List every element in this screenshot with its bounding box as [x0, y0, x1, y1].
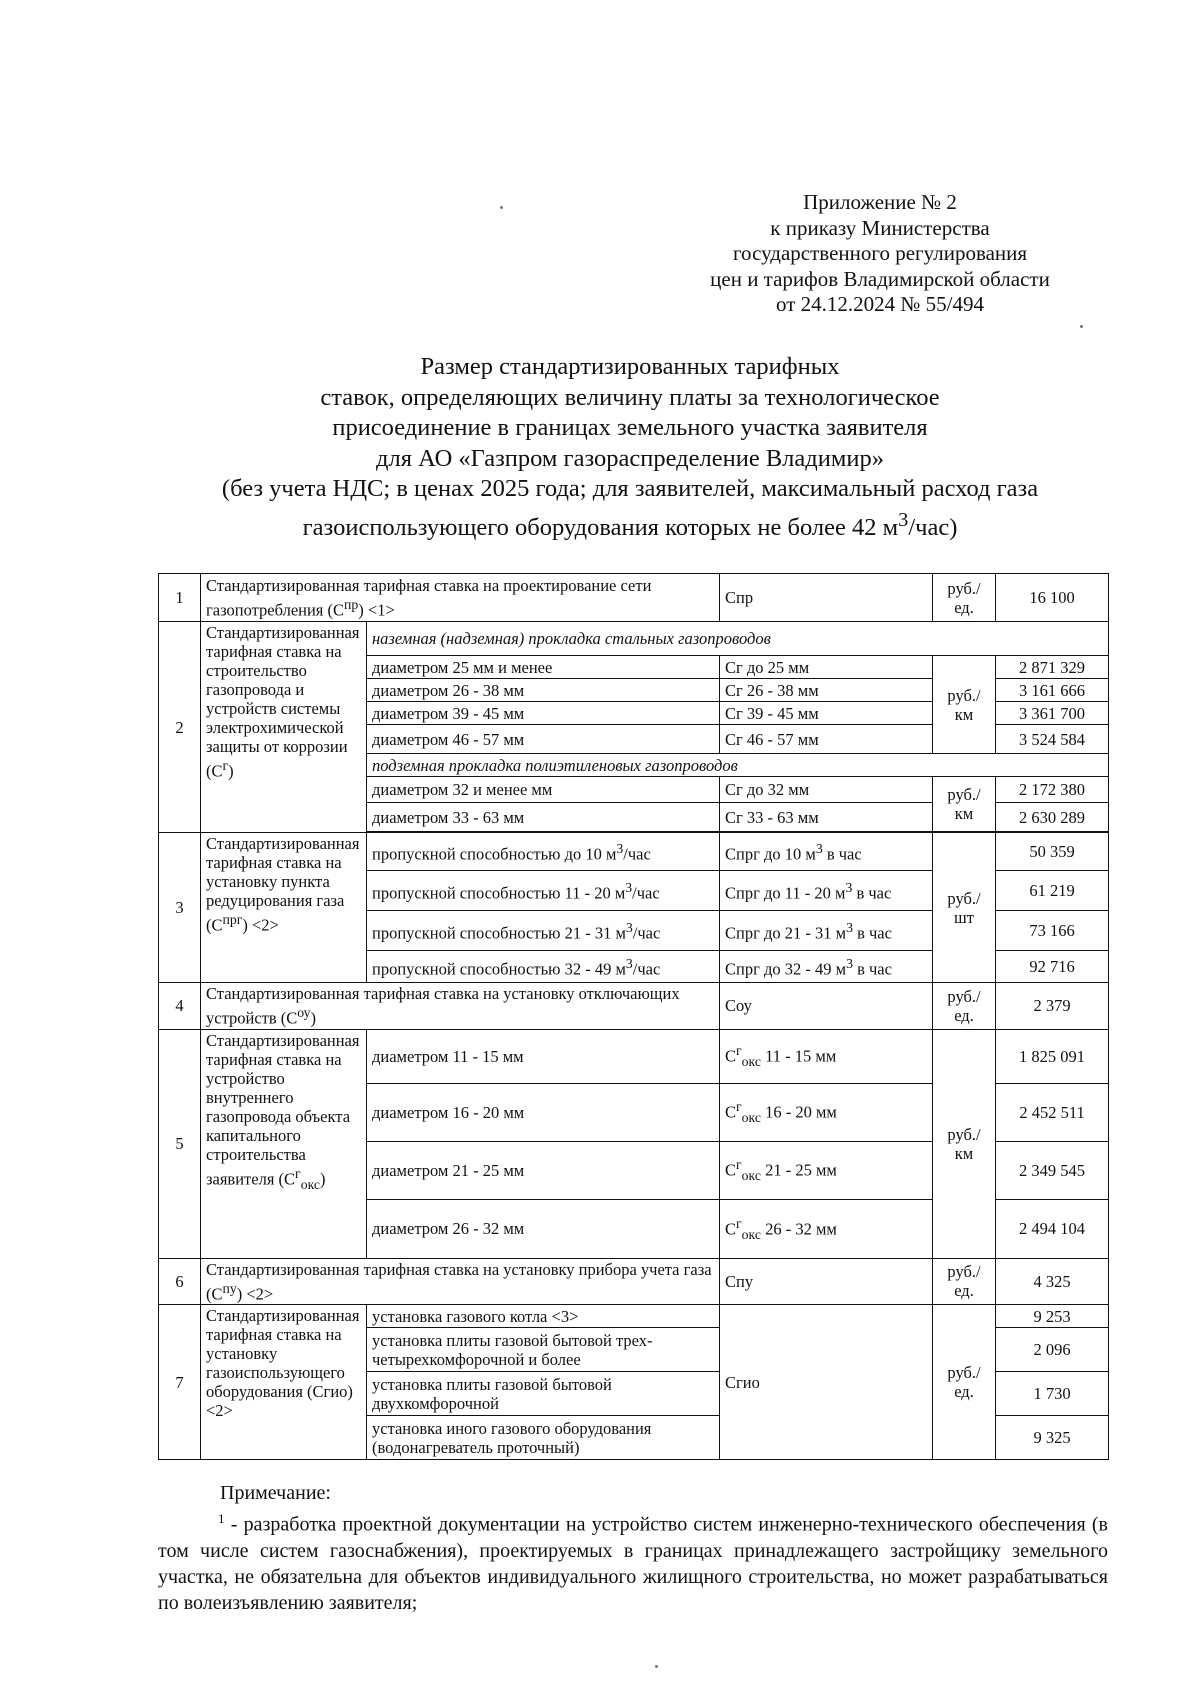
row-description: диаметром 32 и менее мм: [367, 777, 720, 803]
rate-unit: руб./ ед.: [933, 574, 996, 622]
rate-code: Сг до 32 мм: [720, 777, 933, 803]
rate-name: Стандартизированная тарифная ставка на установку газоиспользующего оборудования (Сгио) <2>: [201, 1305, 367, 1460]
rate-value: 9 253: [996, 1305, 1109, 1328]
rate-unit: руб./ ед.: [933, 1305, 996, 1460]
appendix-header: [640, 190, 1120, 318]
rate-value: 61 219: [996, 871, 1109, 911]
tariff-table: [158, 573, 1109, 1460]
rate-code: Сг 33 - 63 мм: [720, 803, 933, 832]
rate-value: 3 524 584: [996, 725, 1109, 754]
row-number: 5: [159, 1029, 201, 1258]
rate-name: Стандартизированная тарифная ставка на проектирование сети газопотребления $(С^{пр}) <1>$: [201, 574, 720, 622]
rate-name: Стандартизированная тарифная ставка на устройство внутреннего газопровода объекта капитального строительства заявителя $(С^г_{окс})$: [201, 1029, 367, 1258]
rate-name: Стандартизированная тарифная ставка на строительство газопровода и устройств системы электрохимической защиты от коррозии $(С^г)$: [201, 622, 367, 833]
rate-code: Спрг до 32 - 49 $м^3$ в час: [720, 951, 933, 983]
rate-value: 2 452 511: [996, 1083, 1109, 1141]
rate-name: Стандартизированная тарифная ставка на установку пункта редуцирования газа $(С^{прг}) <2>$: [201, 833, 367, 983]
rate-value: 1 730: [996, 1372, 1109, 1416]
rate-code: Соу: [720, 983, 933, 1030]
rate-unit: руб./ ед.: [933, 983, 996, 1030]
rate-code: Сг 26 - 38 мм: [720, 679, 933, 702]
rate-value: 2 871 329: [996, 656, 1109, 679]
row-description: диаметром 11 - 15 мм: [367, 1029, 720, 1083]
row-description: пропускной способностью 21 - 31 $м^3$/час: [367, 911, 720, 951]
rate-code: $С^г_{окс}$ 21 - 25 мм: [720, 1141, 933, 1199]
table-row: [159, 983, 1109, 1030]
table-row: [159, 1258, 1109, 1305]
scan-speck: [1080, 325, 1083, 328]
row-number: 1: [159, 574, 201, 622]
rate-code: $С^г_{окс}$ 16 - 20 мм: [720, 1083, 933, 1141]
row-number: 3: [159, 833, 201, 983]
row-description: диаметром 26 - 38 мм: [367, 679, 720, 702]
table-row: [159, 574, 1109, 622]
title-line-5: (без учета НДС; в ценах 2025 года; для заявителей, максимальный расход газа: [221, 475, 1039, 502]
rate-code: $С^г_{окс}$ 11 - 15 мм: [720, 1029, 933, 1083]
row-description: пропускной способностью 32 - 49 $м^3$/час: [367, 951, 720, 983]
rate-code: Спрг до 10 $м^3$ в час: [720, 833, 933, 871]
rate-unit: руб./ км: [933, 656, 996, 754]
rate-name: Стандартизированная тарифная ставка на установку отключающих устройств $(С^{оу})$: [201, 983, 720, 1030]
appendix-line-2: к приказу Министерства: [770, 215, 990, 240]
notes-section: [158, 1480, 1108, 1616]
document-title: [140, 352, 1120, 543]
row-description: пропускной способностью до 10 $м^3$/час: [367, 833, 720, 871]
title-line-3: присоединение в границах земельного участка заявителя: [332, 414, 928, 441]
appendix-line-1: Приложение № 2: [803, 190, 957, 214]
title-line-2: ставок, определяющих величину платы за технологическое: [320, 383, 940, 411]
rate-value: 2 630 289: [996, 803, 1109, 832]
rate-value: 50 359: [996, 833, 1109, 871]
row-description: установка иного газового оборудования (водонагреватель проточный): [367, 1416, 720, 1460]
rate-unit: руб./ шт: [933, 833, 996, 983]
rate-value: 2 172 380: [996, 777, 1109, 803]
rate-name: Стандартизированная тарифная ставка на установку прибора учета газа $(С^{пу}) <2>$: [201, 1258, 720, 1305]
rate-value: 3 161 666: [996, 679, 1109, 702]
row-description: диаметром 16 - 20 мм: [367, 1083, 720, 1141]
table-row: [159, 622, 1109, 656]
row-description: установка газового котла <3>: [367, 1305, 720, 1328]
rate-unit: руб./ км: [933, 1029, 996, 1258]
rate-code: Спр: [720, 574, 933, 622]
row-description: диаметром 39 - 45 мм: [367, 702, 720, 725]
row-description: диаметром 25 мм и менее: [367, 656, 720, 679]
table-row: [159, 833, 1109, 871]
row-number: 2: [159, 622, 201, 833]
rate-code: $С^г_{окс}$ 26 - 32 мм: [720, 1199, 933, 1258]
row-number: 6: [159, 1258, 201, 1305]
row-description: диаметром 26 - 32 мм: [367, 1199, 720, 1258]
rate-value: 2 494 104: [996, 1199, 1109, 1258]
appendix-line-5: от 24.12.2024 № 55/494: [775, 292, 985, 316]
rate-code: Сгио: [720, 1305, 933, 1460]
rate-code: Спрг до 21 - 31 $м^3$ в час: [720, 911, 933, 951]
table-row: [159, 1305, 1109, 1328]
appendix-line-3: государственного регулирования: [732, 241, 1028, 265]
section-heading: наземная (надземная) прокладка стальных газопроводов: [367, 622, 1109, 656]
row-number: 7: [159, 1305, 201, 1460]
rate-value: 2 349 545: [996, 1141, 1109, 1199]
rate-value: 73 166: [996, 911, 1109, 951]
row-description: установка плиты газовой бытовой двухкомфорочной: [367, 1372, 720, 1416]
rate-code: Сг 39 - 45 мм: [720, 702, 933, 725]
rate-unit: руб./ ед.: [933, 1258, 996, 1305]
scan-speck: [500, 206, 503, 209]
note-1: $^1$ - разработка проектной документации на устройство систем инженерно-технического обеспечения (в том числе систем газоснабжения), проектируемых в границах принадлежащего застройщику земельного участка, не обязательна для объектов индивидуального жилищного строительства, но может разрабатываться по волеизъявлению заявителя;: [158, 1511, 1108, 1614]
row-number: 4: [159, 983, 201, 1030]
appendix-line-4: цен и тарифов Владимирской области: [710, 266, 1050, 291]
rate-code: Спу: [720, 1258, 933, 1305]
rate-value: 92 716: [996, 951, 1109, 983]
title-line-1: Размер стандартизированных тарифных: [420, 353, 840, 380]
title-line-6: газоиспользующего оборудования которых не более 42 $м^3/час$): [302, 508, 958, 541]
rate-code: Сг до 25 мм: [720, 656, 933, 679]
scan-speck: [655, 1665, 658, 1668]
rate-value: 1 825 091: [996, 1029, 1109, 1083]
title-line-4: для АО «Газпром газораспределение Владимир»: [376, 444, 884, 472]
table-row: [159, 1029, 1109, 1083]
rate-value: 9 325: [996, 1416, 1109, 1460]
row-description: диаметром 46 - 57 мм: [367, 725, 720, 754]
section-heading: подземная прокладка полиэтиленовых газопроводов: [367, 754, 1109, 777]
notes-heading: Примечание:: [220, 1482, 331, 1504]
rate-value: 2 379: [996, 983, 1109, 1030]
rate-value: 2 096: [996, 1328, 1109, 1372]
row-description: пропускной способностью 11 - 20 $м^3$/час: [367, 871, 720, 911]
rate-unit: руб./ км: [933, 777, 996, 832]
row-description: диаметром 33 - 63 мм: [367, 803, 720, 832]
row-description: диаметром 21 - 25 мм: [367, 1141, 720, 1199]
rate-value: 3 361 700: [996, 702, 1109, 725]
row-description: установка плиты газовой бытовой трех-четырехкомфорочной и более: [367, 1328, 720, 1372]
rate-value: 4 325: [996, 1258, 1109, 1305]
rate-value: 16 100: [996, 574, 1109, 622]
rate-code: Сг 46 - 57 мм: [720, 725, 933, 754]
rate-code: Спрг до 11 - 20 $м^3$ в час: [720, 871, 933, 911]
